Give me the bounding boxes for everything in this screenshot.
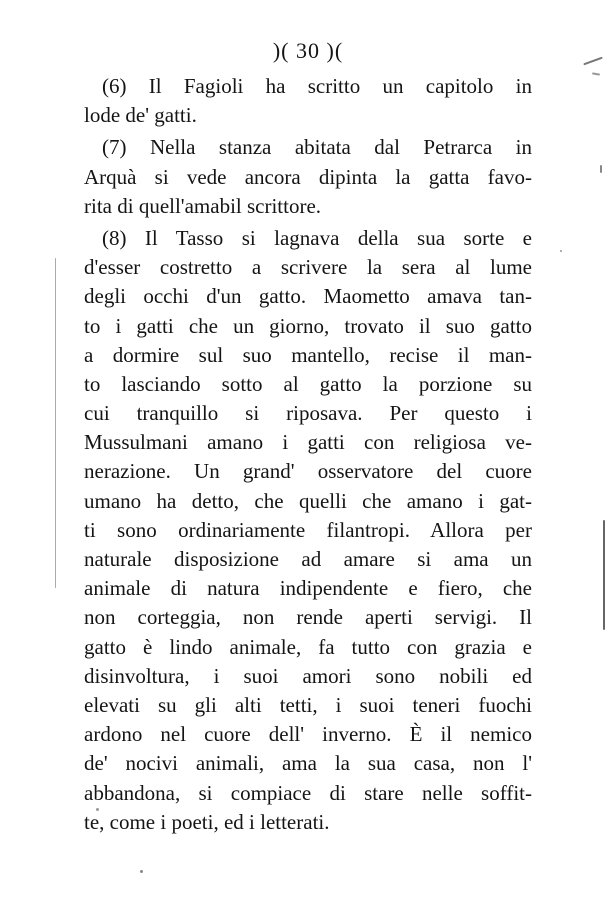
text-line: ti sono ordinariamente filantropi. Allora per: [84, 517, 532, 542]
footnote-6: [84, 72, 532, 130]
footnotes: [84, 72, 532, 840]
text-line: rita di quell'amabil scrittore.: [84, 193, 322, 218]
scan-mark-top-right-small: [592, 72, 600, 75]
text-line: de' nocivi animali, ama la sua casa, non l': [84, 751, 532, 776]
text-line: a dormire sul suo mantello, recise il man-: [84, 342, 532, 367]
text-line: cui tranquillo si riposava. Per questo i: [84, 401, 532, 426]
footnote-8: [84, 224, 532, 837]
text-line: Mussulmani amano i gatti con religiosa ve-: [84, 430, 532, 455]
text-line: naturale disposizione ad amare si ama un: [84, 547, 532, 571]
text-line: (8) Il Tasso si lagnava della sua sorte e: [102, 225, 532, 250]
text-line: ardono nel cuore dell' inverno. È il nemico: [84, 722, 532, 747]
text-line: disinvoltura, i suoi amori sono nobili ed: [84, 663, 532, 688]
text-line: Arquà si vede ancora dipinta la gatta favo-: [84, 164, 532, 189]
scan-mark-left-margin: [55, 258, 56, 588]
page-number: )( 30 )(: [272, 38, 344, 63]
text-line: non corteggia, non rende aperti servigi. Il: [84, 605, 532, 630]
text-line: lode de' gatti.: [84, 103, 197, 128]
text-line: animale di natura indipendente e fiero, che: [84, 576, 532, 601]
text-line: (7) Nella stanza abitata dal Petrarca in: [102, 135, 532, 160]
text-line: umano ha detto, che quelli che amano i gat-: [84, 488, 532, 513]
text-line: to i gatti che un giorno, trovato il suo gatto: [84, 313, 532, 338]
text-line: te, come i poeti, ed i letterati.: [84, 809, 330, 834]
text-line: (6) Il Fagioli ha scritto un capitolo in: [102, 74, 532, 98]
text-line: elevati su gli alti tetti, i suoi teneri fuochi: [84, 692, 532, 717]
scan-mark-right-edge: [600, 165, 602, 173]
text-line: nerazione. Un grand' osservatore del cuore: [84, 459, 532, 484]
footnote-7: [84, 133, 532, 221]
text-line: gatto è lindo animale, fa tutto con grazia e: [84, 634, 532, 659]
text-line: to lasciando sotto al gatto la porzione su: [84, 371, 532, 396]
page-header: [0, 38, 616, 64]
scan-stain-right: [560, 250, 562, 252]
text-line: degli occhi d'un gatto. Maometto amava tan-: [84, 284, 532, 309]
text-line: d'esser costretto a scrivere la sera al lume: [84, 255, 532, 280]
scan-mark-right-margin: [603, 520, 605, 630]
text-line: abbandona, si compiace di stare nelle soffit-: [84, 780, 532, 805]
scan-stain: [140, 870, 143, 873]
